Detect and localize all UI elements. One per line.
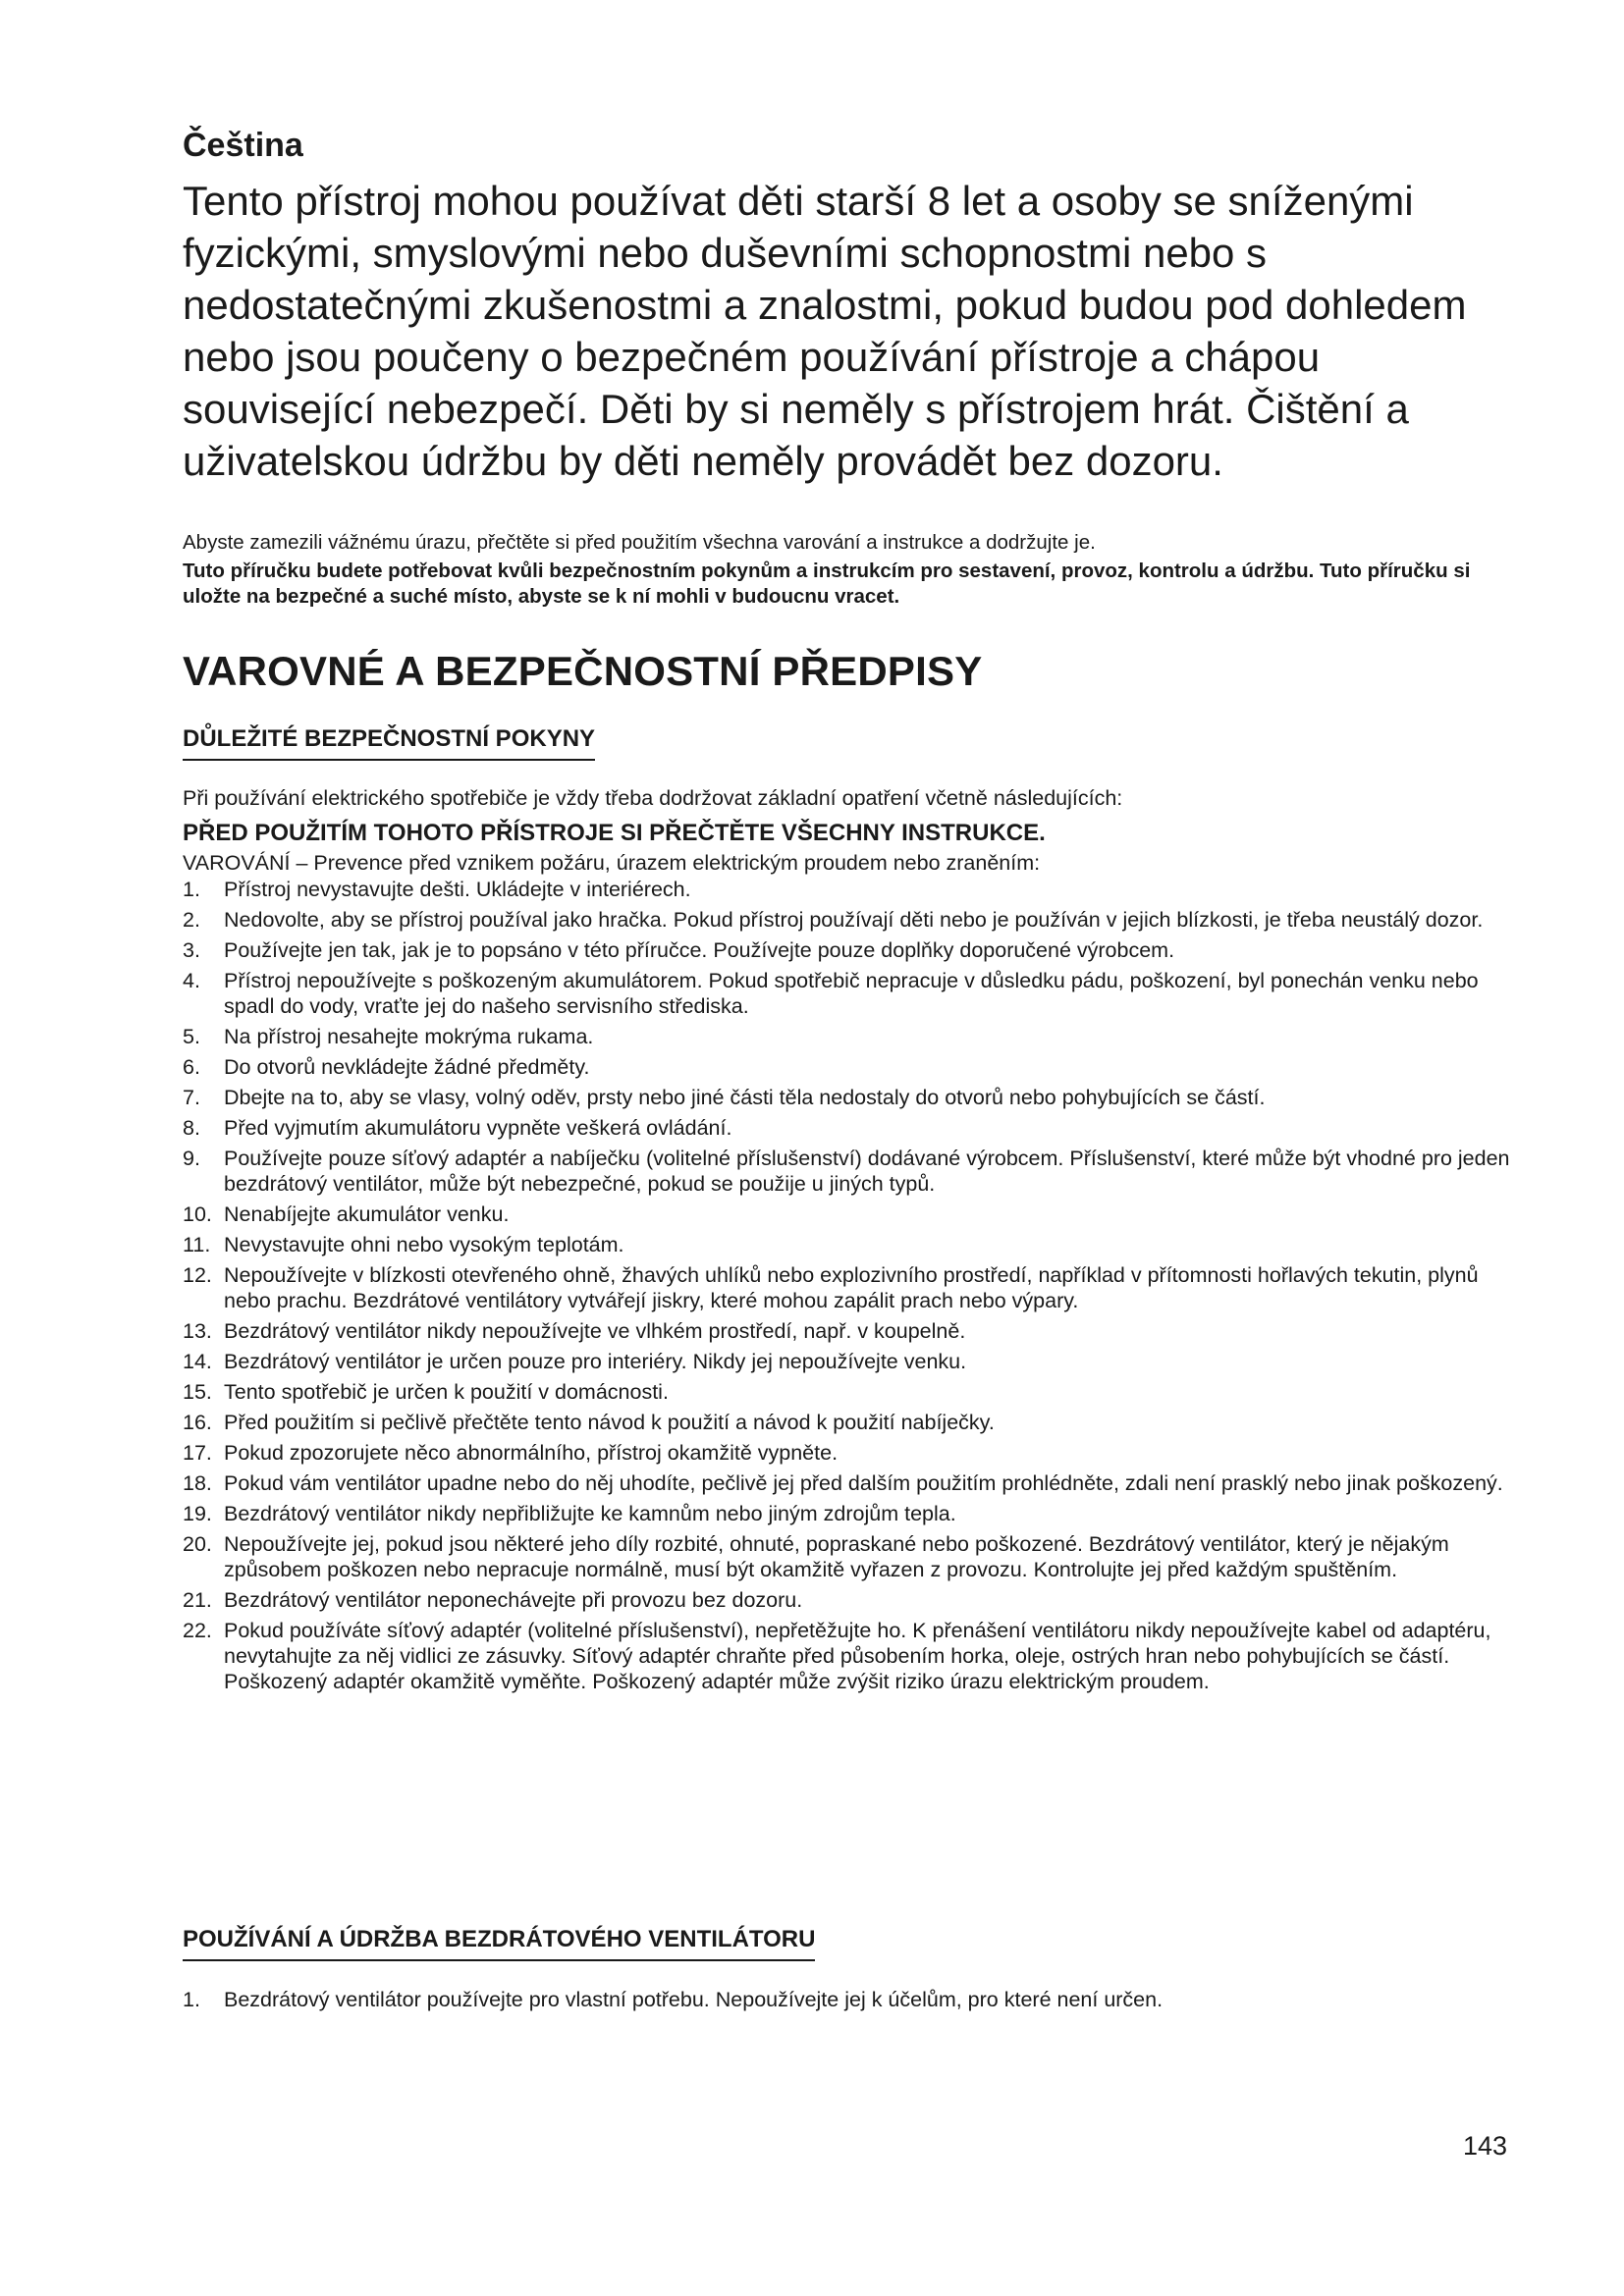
item-number: 1.	[183, 1988, 200, 2011]
item-number: 8.	[183, 1116, 200, 1140]
item-text: Tento spotřebič je určen k použití v domácnosti.	[224, 1380, 669, 1404]
list-item	[183, 1054, 1518, 1080]
item-number: 1.	[183, 878, 200, 901]
item-text: Používejte jen tak, jak je to popsáno v této příručce. Používejte pouze doplňky doporučené výrobcem.	[224, 938, 1175, 962]
item-number: 4.	[183, 969, 200, 992]
list-item	[183, 1115, 1518, 1141]
list-item	[183, 1262, 1518, 1313]
item-number: 21.	[183, 1588, 212, 1612]
safety-list	[183, 877, 1518, 1699]
item-text: Přístroj nevystavujte dešti. Ukládejte v interiérech.	[224, 878, 691, 901]
list-item	[183, 1410, 1518, 1435]
section-intro: Při používání elektrického spotřebiče je vždy třeba dodržovat základní opatření včetně následujících:	[183, 786, 1123, 810]
main-heading: VAROVNÉ A BEZPEČNOSTNÍ PŘEDPISY	[183, 648, 983, 694]
list-item	[183, 1024, 1518, 1049]
item-text: Bezdrátový ventilátor používejte pro vlastní potřebu. Nepoužívejte jej k účelům, pro které není určen.	[224, 1988, 1164, 2011]
item-number: 12.	[183, 1263, 212, 1287]
list-item	[183, 1232, 1518, 1257]
section-heading-use-and-care: POUŽÍVÁNÍ A ÚDRŽBA BEZDRÁTOVÉHO VENTILÁTORU	[183, 1925, 815, 1961]
item-number: 2.	[183, 908, 200, 932]
list-item	[183, 877, 1518, 902]
item-number: 19.	[183, 1502, 212, 1525]
item-text: Používejte pouze síťový adaptér a nabíječku (volitelné příslušenství) dodávané výrobcem. Příslušenství, které může být vhodné pro jeden bezdrátový ventilátor, může být nebezpečné, pokud se použije u jiných typů.	[224, 1147, 1510, 1196]
list-item	[183, 1618, 1518, 1694]
item-text: Před vyjmutím akumulátoru vypněte veškerá ovládání.	[224, 1116, 732, 1140]
item-number: 11.	[183, 1233, 211, 1256]
list-item	[183, 1501, 1518, 1526]
item-number: 6.	[183, 1055, 200, 1079]
list-item	[183, 1987, 1518, 2012]
item-text: Pokud používáte síťový adaptér (volitelné příslušenství), nepřetěžujte ho. K přenášení ventilátoru nikdy nepoužívejte kabel od adaptéru, nevytahujte za něj vidlici ze zásuvky. Síťový adaptér chraňte před působením horka, oleje, ostrých hran nebo pohybujících se částí. Poškozený adaptér okamžitě vyměňte. Poškozený adaptér může zvýšit riziko úrazu elektrickým proudem.	[224, 1619, 1491, 1693]
item-number: 15.	[183, 1380, 212, 1404]
item-text: Nevystavujte ohni nebo vysokým teplotám.	[224, 1233, 624, 1256]
section-heading-important-safety: DŮLEŽITÉ BEZPEČNOSTNÍ POKYNY	[183, 724, 595, 761]
item-text: Bezdrátový ventilátor neponechávejte při provozu bez dozoru.	[224, 1588, 803, 1612]
item-text: Pokud zpozorujete něco abnormálního, přístroj okamžitě vypněte.	[224, 1441, 839, 1465]
list-item	[183, 1587, 1518, 1613]
list-item	[183, 1146, 1518, 1197]
item-text: Bezdrátový ventilátor nikdy nepoužívejte ve vlhkém prostředí, např. v koupelně.	[224, 1319, 966, 1343]
list-item	[183, 1201, 1518, 1227]
item-text: Dbejte na to, aby se vlasy, volný oděv, prsty nebo jiné části těla nedostaly do otvorů nebo pohybujících se částí.	[224, 1086, 1266, 1109]
list-item	[183, 907, 1518, 933]
item-number: 5.	[183, 1025, 200, 1048]
item-number: 7.	[183, 1086, 200, 1109]
item-text: Na přístroj nesahejte mokrýma rukama.	[224, 1025, 594, 1048]
item-text: Bezdrátový ventilátor je určen pouze pro interiéry. Nikdy jej nepoužívejte venku.	[224, 1350, 967, 1373]
page-number: 143	[1463, 2131, 1508, 2161]
item-number: 22.	[183, 1619, 212, 1642]
list-item	[183, 968, 1518, 1019]
item-text: Bezdrátový ventilátor nikdy nepřibližujte ke kamnům nebo jiným zdrojům tepla.	[224, 1502, 956, 1525]
item-text: Nedovolte, aby se přístroj používal jako hračka. Pokud přístroj používají děti nebo je používán v jejich blízkosti, je třeba neustálý dozor.	[224, 908, 1484, 932]
item-number: 10.	[183, 1202, 212, 1226]
list-item	[183, 1085, 1518, 1110]
notice-bold-text: Tuto příručku budete potřebovat kvůli bezpečnostním pokynům a instrukcím pro sestavení, provoz, kontrolu a údržbu. Tuto příručku si uložte na bezpečné a suché místo, abyste se k ní mohli v budoucnu vracet.	[183, 560, 1471, 608]
item-text: Nenabíjejte akumulátor venku.	[224, 1202, 510, 1226]
list-item	[183, 1470, 1518, 1496]
list-item	[183, 1531, 1518, 1582]
list-item	[183, 937, 1518, 963]
item-number: 16.	[183, 1411, 212, 1434]
warning-text: VAROVÁNÍ – Prevence před vznikem požáru, úrazem elektrickým proudem nebo zraněním:	[183, 851, 1041, 875]
language-heading: Čeština	[183, 127, 303, 164]
list-item	[183, 1440, 1518, 1466]
item-text: Nepoužívejte v blízkosti otevřeného ohně, žhavých uhlíků nebo explozivního prostředí, například v přítomnosti hořlavých tekutin, plynů nebo prachu. Bezdrátové ventilátory vytvářejí jiskry, které mohou zapálit prach nebo výpary.	[224, 1263, 1479, 1312]
read-instructions-subheading: PŘED POUŽITÍM TOHOTO PŘÍSTROJE SI PŘEČTĚTE VŠECHNY INSTRUKCE.	[183, 820, 1046, 846]
item-number: 18.	[183, 1471, 212, 1495]
item-text: Pokud vám ventilátor upadne nebo do něj uhodíte, pečlivě jej před dalším použitím prohlédněte, zdali není prasklý nebo jinak poškozený.	[224, 1471, 1503, 1495]
item-number: 20.	[183, 1532, 212, 1556]
item-text: Před použitím si pečlivě přečtěte tento návod k použití a návod k použití nabíječky.	[224, 1411, 995, 1434]
item-number: 14.	[183, 1350, 212, 1373]
item-number: 13.	[183, 1319, 212, 1343]
list-item	[183, 1318, 1518, 1344]
item-number: 3.	[183, 938, 200, 962]
list-item	[183, 1379, 1518, 1405]
item-number: 9.	[183, 1147, 200, 1170]
intro-paragraph: Tento přístroj mohou používat děti starší 8 let a osoby se sníženými fyzickými, smyslovými nebo duševními schopnostmi nebo s nedostatečnými zkušenostmi a znalostmi, pokud budou pod dohledem nebo jsou poučeny o bezpečném používání přístroje a chápou související nebezpečí. Děti by si neměly s přístrojem hrát. Čištění a uživatelskou údržbu by děti neměly provádět bez dozoru.	[183, 178, 1467, 484]
item-number: 17.	[183, 1441, 212, 1465]
use-care-list	[183, 1987, 1518, 2017]
item-text: Přístroj nepoužívejte s poškozeným akumulátorem. Pokud spotřebič nepracuje v důsledku pádu, poškození, byl ponechán venku nebo spadl do vody, vraťte jej do našeho servisního střediska.	[224, 969, 1479, 1018]
item-text: Nepoužívejte jej, pokud jsou některé jeho díly rozbité, ohnuté, popraskané nebo poškozené. Bezdrátový ventilátor, který je nějakým způsobem poškozen nebo nepracuje normálně, musí být okamžitě vyřazen z provozu. Kontrolujte jej před každým spuštěním.	[224, 1532, 1449, 1581]
item-text: Do otvorů nevkládejte žádné předměty.	[224, 1055, 590, 1079]
notice-text: Abyste zamezili vážnému úrazu, přečtěte si před použitím všechna varování a instrukce a dodržujte je.	[183, 531, 1096, 554]
list-item	[183, 1349, 1518, 1374]
